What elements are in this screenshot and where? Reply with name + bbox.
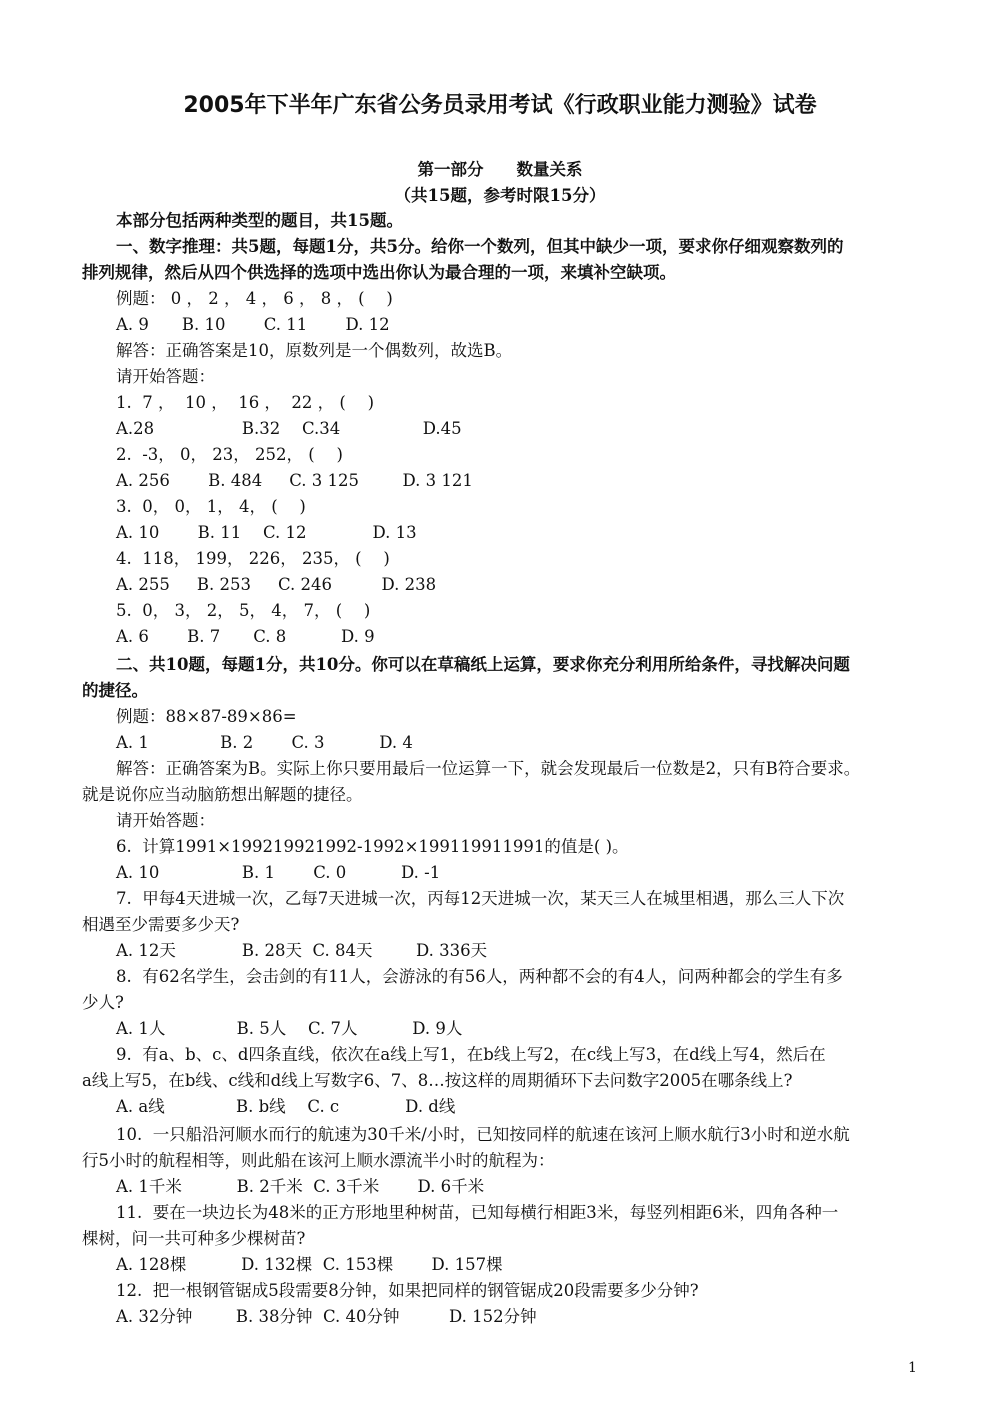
- question-7-cont: 相遇至少需要多少天?: [82, 915, 240, 934]
- question-8-cont: 少人?: [82, 993, 124, 1012]
- question-7: 7. 甲每4天进城一次，乙每7天进城一次，丙每12天进城一次，某天三人在城里相遇，那么三人下次: [116, 889, 845, 908]
- part-subtitle: （共15题，参考时限15分）: [394, 186, 606, 205]
- section1-heading: 一、数字推理：共5题，每题1分，共5分。给你一个数列，但其中缺少一项，要求你仔细观察数列的: [116, 237, 844, 256]
- section2-example: 例题：88×87-89×86=: [116, 707, 297, 726]
- question-2: 2. -3， 0， 23， 252， ( ): [116, 445, 343, 464]
- question-12-options: A. 32分钟 B. 38分钟 C. 40分钟 D. 152分钟: [116, 1307, 537, 1326]
- section2-heading-cont: 的捷径。: [82, 681, 148, 700]
- part-title: 第一部分 数量关系: [417, 160, 583, 179]
- section1-example: 例题： 0 ， 2 ， 4 ， 6 ， 8 ， ( ): [116, 289, 393, 308]
- question-10: 10. 一只船沿河顺水而行的航速为30千米/小时，已知按同样的航速在该河上顺水航行3小时和逆水航: [116, 1125, 850, 1144]
- question-11: 11. 要在一块边长为48米的正方形地里种树苗，已知每横行相距3米，每竖列相距6米，四角各种一: [116, 1203, 839, 1222]
- section2-answer-cont: 就是说你应当动脑筋想出解题的捷径。: [82, 785, 363, 804]
- section1-example-options: A. 9 B. 10 C. 11 D. 12: [116, 315, 390, 334]
- question-4-options: A. 255 B. 253 C. 246 D. 238: [116, 575, 437, 594]
- question-9-options: A. a线 B. b线 C. c D. d线: [116, 1097, 456, 1116]
- question-1: 1. 7 ， 10 ， 16 ， 22 ， ( ): [116, 393, 375, 412]
- question-7-options: A. 12天 B. 28天 C. 84天 D. 336天: [116, 941, 488, 960]
- document-title: 2005年下半年广东省公务员录用考试《行政职业能力测验》试卷: [183, 93, 817, 118]
- question-1-options: A.28 B.32 C.34 D.45: [116, 419, 462, 438]
- section2-start: 请开始答题：: [116, 811, 215, 830]
- question-8-options: A. 1人 B. 5人 C. 7人 D. 9人: [116, 1019, 463, 1038]
- question-6: 6. 计算1991×199219921992-1992×199119911991的值是( )。: [116, 837, 629, 856]
- section1-start: 请开始答题：: [116, 367, 215, 386]
- section1-answer: 解答：正确答案是10，原数列是一个偶数列，故选B。: [116, 341, 513, 360]
- question-12: 12. 把一根钢管锯成5段需要8分钟，如果把同样的钢管锯成20段需要多少分钟?: [116, 1281, 699, 1300]
- section2-example-options: A. 1 B. 2 C. 3 D. 4: [116, 733, 413, 752]
- section2-heading: 二、共10题，每题1分，共10分。你可以在草稿纸上运算，要求你充分利用所给条件，寻找解决问题: [116, 655, 850, 674]
- question-2-options: A. 256 B. 484 C. 3 125 D. 3 121: [116, 471, 473, 490]
- page-number: 1: [908, 1360, 917, 1376]
- question-11-options: A. 128棵 D. 132棵 C. 153棵 D. 157棵: [116, 1255, 503, 1274]
- question-6-options: A. 10 B. 1 C. 0 D. -1: [116, 863, 441, 882]
- section2-answer: 解答：正确答案为B。实际上你只要用最后一位运算一下，就会发现最后一位数是2，只有B符合要求。: [116, 759, 861, 778]
- question-3: 3. 0， 0， 1， 4， ( ): [116, 497, 306, 516]
- question-9-cont: a线上写5，在b线、c线和d线上写数字6、7、8…按这样的周期循环下去问数字2005在哪条线上?: [82, 1071, 793, 1090]
- question-8: 8. 有62名学生，会击剑的有11人，会游泳的有56人，两种都不会的有4人，问两种都会的学生有多: [116, 967, 843, 986]
- question-10-cont: 行5小时的航程相等，则此船在该河上顺水漂流半小时的航程为：: [82, 1151, 555, 1170]
- intro-text: 本部分包括两种类型的题目，共15题。: [116, 211, 403, 230]
- question-5-options: A. 6 B. 7 C. 8 D. 9: [116, 627, 375, 646]
- section1-heading-cont: 排列规律，然后从四个供选择的选项中选出你认为最合理的一项，来填补空缺项。: [82, 263, 676, 282]
- question-5: 5. 0， 3， 2， 5， 4， 7， ( ): [116, 601, 371, 620]
- question-11-cont: 棵树，问一共可种多少棵树苗?: [82, 1229, 306, 1248]
- question-10-options: A. 1千米 B. 2千米 C. 3千米 D. 6千米: [116, 1177, 485, 1196]
- question-4: 4. 118， 199， 226， 235， ( ): [116, 549, 390, 568]
- question-3-options: A. 10 B. 11 C. 12 D. 13: [116, 523, 417, 542]
- question-9: 9. 有a、b、c、d四条直线，依次在a线上写1，在b线上写2，在c线上写3，在d线上写4，然后在: [116, 1045, 826, 1064]
